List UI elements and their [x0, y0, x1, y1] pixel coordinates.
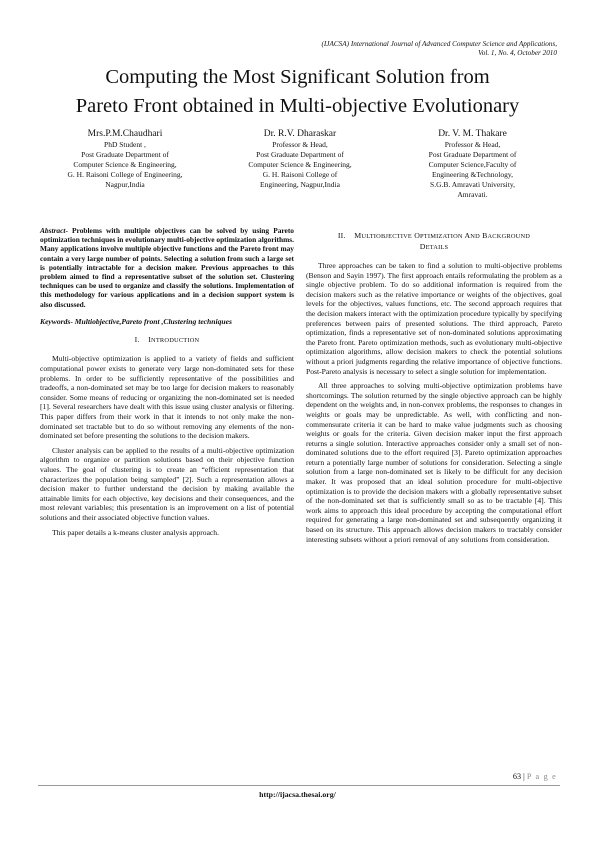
author-name: Dr. V. M. Thakare [438, 129, 507, 139]
author-affiliation-line: Nagpur,India [105, 180, 145, 189]
author-affiliation-line: S.G.B. Amravati University, [430, 180, 515, 189]
paragraph: This paper details a k-means cluster analysis approach. [52, 527, 220, 537]
author-affiliation-line: Professor & Head, [444, 140, 501, 149]
page-word: P a g e [526, 772, 557, 781]
author-affiliation-line: PhD Student , [104, 140, 146, 149]
author-affiliation-line: Computer Science & Engineering, [73, 160, 177, 169]
journal-name: (IJACSA) International Journal of Advanced Computer Science and Applications, [321, 40, 557, 48]
author-affiliation-line: Post Graduate Department of [256, 150, 344, 159]
title-line-2: Pareto Front obtained in Multi-objective Evolutionary [75, 95, 520, 117]
paragraph: All three approaches to solving multi-objective optimization problems have shortcomings. The solution returned by the single objective approach can be highly dependent on the weights and, in non-convex problems, the responses to changes in weights or goals may be unpredictable. As well, with conflicting and non-commensurate criteria it can be hard to make value judgments such as choosing weights or goals for the criteria. Given decision maker input the first approach returns a single solution. Interactive approaches consider only a small set of non-dominated solutions due to the effort required [3]. Pareto optimization approaches return a potentially large number of solutions for consideration. Selecting a single solution from a large non-dominated set is likely to be difficult for any decision maker. It was proposed that an ideal solution procedure for multi-objective optimization is to provide the decision makers with a globally representative subset of the non-dominated set that is sufficiently small so as to be tractable [4]. This work aims to approach this ideal procedure by accepting the computational effort required for generating a large non-dominated set and subsequently organizing it based on its structure. This approach allows decision makers to tractably consider interesting subsets without a priori removal of any solutions from consideration. [306, 381, 562, 544]
page-number [513, 772, 557, 781]
author-affiliation-line: Amravati. [457, 190, 488, 199]
footer-url-link[interactable]: http://ijacsa.thesai.org/ [259, 790, 336, 799]
footer-divider [38, 785, 560, 786]
paragraph: Cluster analysis can be applied to the results of a multi-objective optimization algorithm to organize or partition solutions based on their objective function values. The goal of clustering is to create an “efficient representation that characterizes the population being sampled” [2]. Such a representation allows a decision maker to further understand the decision by making available the attainable limits for each objective, key decisions and their consequences, and the most relevant variables; this presentation is an improvement on a list of potential solutions and their associated objective function values. [40, 445, 294, 522]
author-3 [390, 128, 555, 200]
section-number: I. [134, 335, 140, 345]
author-affiliation-line: Post Graduate Department of [81, 150, 169, 159]
author-affiliation-line: G. H. Raisoni College of Engineering, [67, 170, 183, 179]
page-separator: | [521, 772, 527, 781]
abstract-text: Problems with multiple objectives can be solved by using Pareto optimization techniques in evolutionary multi-objective optimization algorithms. Many applications involve multiple objective functions and the Pareto front may contain a very large number of points. Selecting a solution from such a large set is potentially intractable for a decision maker. Previous approaches to this problem aimed to find a representative subset of the solution set. Clustering techniques can be used to organize and classify the solutions. Implementation of this methodology for various applications and in a decision support system is also discussed. [40, 226, 294, 309]
paper-title [30, 63, 565, 121]
author-affiliation-line: Engineering, Nagpur,India [260, 180, 340, 189]
author-name: Dr. R.V. Dharaskar [263, 129, 337, 139]
keywords: Keywords- Multiobjective,Pareto front ,Clustering techniques [40, 316, 232, 326]
abstract-label: Abstract- [40, 226, 68, 235]
author-2 [220, 128, 380, 190]
section-heading-introduction: I. INTRODUCTION [134, 335, 200, 345]
author-affiliation-line: Post Graduate Department of [428, 150, 517, 159]
journal-volume: Vol. 1, No. 4, October 2010 [478, 49, 557, 57]
page-number-value: 63 [512, 772, 522, 781]
author-affiliation-line: G. H. Raisoni College of [262, 170, 338, 179]
section-number: II. [337, 231, 346, 240]
author-affiliation-line: Professor & Head, [272, 140, 328, 149]
author-block [40, 128, 555, 228]
paragraph: Three approaches can be taken to find a solution to multi-objective problems (Benson and Sayin 1997). The first approach entails reformulating the problem as a single objective problem. To do so additional information is required from the decision makers such as the relative importance or weights of the objectives, goal levels for the objectives, values functions, etc. The second approach requires that the decision makers interact with the optimization procedure typically by specifying preferences between pairs of presented solutions. The third approach, Pareto optimization, finds a representative set of non-dominated solutions approximating the Pareto front. Pareto optimization methods, such as evolutionary multi-objective optimization algorithms, allow decision makers to check the potential solutions without a priori judgments regarding the relative importance of objective functions. Post-Pareto analysis is necessary to select a single solution for implementation. [306, 261, 562, 376]
journal-header [237, 40, 557, 58]
title-line-1: Computing the Most Significant Solution from [105, 66, 490, 88]
abstract [40, 226, 294, 309]
author-name: Mrs.P.M.Chaudhari [87, 129, 163, 139]
left-column [40, 226, 294, 542]
section-heading-background: II. MULTIOBJECTIVE OPTIMIZATION AND BACKGROUND DETAILS [337, 231, 531, 251]
paragraph: Multi-objective optimization is applied to a variety of fields and sufficient computational power exists to generate very large non-dominated sets for these problems. In order to be sufficiently representative of the possibilities and tradeoffs, a non-dominated set may be too large for decision makers to reasonably consider. Some means of reducing or organizing the non-dominated set is needed [1]. Several researchers have dealt with this issue using cluster analysis or filtering. This paper differs from their work in that it intends to not only make the non-dominated set tractable but to do so without removing any elements of the non-dominated set before presenting the solutions to the decision makers. [40, 354, 294, 441]
author-affiliation-line: Engineering &Technology, [431, 170, 514, 179]
author-affiliation-line: Computer Science,Faculty of [428, 160, 517, 169]
author-1 [40, 128, 210, 190]
author-affiliation-line: Computer Science & Engineering, [248, 160, 352, 169]
right-column [306, 231, 562, 549]
